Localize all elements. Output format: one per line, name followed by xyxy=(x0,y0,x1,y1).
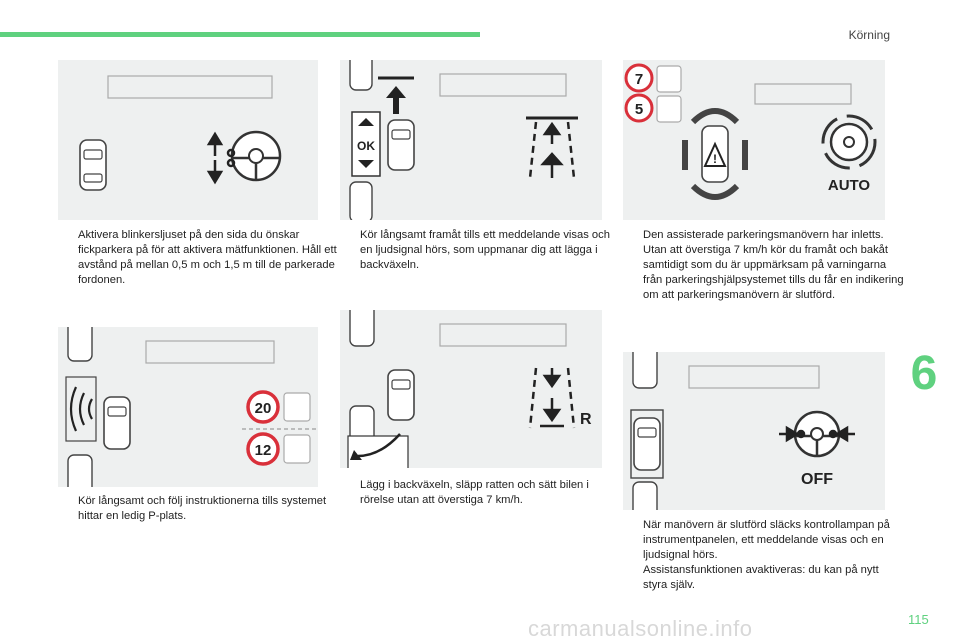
reverse-label: R xyxy=(580,411,592,428)
car-icon xyxy=(104,397,130,449)
parking-space-outline xyxy=(440,324,566,346)
illustration-manoeuvre-finished xyxy=(623,352,885,510)
parking-space-outline xyxy=(440,74,566,96)
caption-indicator xyxy=(58,228,338,288)
speed-a: 7 xyxy=(634,71,644,88)
illustration-follow-instructions xyxy=(58,327,318,487)
speed-a: 20 xyxy=(254,400,272,417)
illustration-drive-forward xyxy=(340,60,602,220)
parked-car-icon xyxy=(633,352,657,388)
forward-path-icon xyxy=(530,122,574,178)
caption-text: Aktivera blinkersljuset på den sida du önskar fickparkera på för att aktivera mätfunktionen. Håll ett avstånd på mellan 0,5 m och 1,5 m till de parkerade fordonen. xyxy=(78,229,337,286)
parking-space-outline xyxy=(689,366,819,388)
parking-space-outline xyxy=(755,84,851,104)
parked-car-icon xyxy=(350,60,372,90)
caption-reverse-gear xyxy=(340,478,622,508)
caption-drive-forward xyxy=(340,228,625,273)
ok-label: OK xyxy=(357,139,375,153)
speed-b: 12 xyxy=(254,442,272,459)
reverse-path-icon xyxy=(530,368,574,428)
caption-manoeuvre-finished xyxy=(623,518,905,593)
speed-b: 5 xyxy=(634,101,644,118)
car-icon xyxy=(634,418,660,470)
arrow-up-icon xyxy=(386,86,406,114)
illustration-reverse-gear xyxy=(340,310,602,468)
steering-wheel-rotating-icon xyxy=(823,116,875,168)
car-icon xyxy=(80,140,106,190)
off-label: OFF xyxy=(801,471,833,488)
speed-limit-12-icon xyxy=(248,434,310,464)
illustration-indicator-activation xyxy=(58,60,318,220)
section-title: Körning xyxy=(848,28,890,42)
caption-text: Kör långsamt och följ instruktionerna tills systemet hittar en ledig P-plats. xyxy=(78,495,327,522)
parked-car-icon xyxy=(68,327,92,361)
radar-waves-icon xyxy=(71,387,92,431)
indicator-arrows-icon xyxy=(209,134,234,182)
watermark: carmanualsonline.info xyxy=(528,616,753,641)
chapter-color-bar xyxy=(0,32,480,37)
caption-text: Lägg i backväxeln, släpp ratten och sätt bilen i rörelse utan att överstiga 7 km/h. xyxy=(360,479,589,506)
parked-car-icon xyxy=(350,310,374,346)
parked-car-icon xyxy=(633,482,657,510)
car-icon xyxy=(388,370,414,420)
caption-text: Assistansfunktionen avaktiveras: du kan på nytt styra själv. xyxy=(643,564,879,591)
auto-label: AUTO xyxy=(827,177,871,194)
caption-follow-instructions xyxy=(58,494,338,524)
chapter-number: 6 xyxy=(910,347,938,400)
steering-wheel-icon xyxy=(232,132,280,180)
speed-limit-7-icon xyxy=(626,65,681,92)
illustration-assisted-manoeuvre xyxy=(623,60,885,220)
caption-text: Utan att överstiga 7 km/h kör du framåt och bakåt samtidigt som du är uppmärksam på varningarna från parkeringshjälpsystemet tills du får en indikering om att parkeringsmanövern är slutförd. xyxy=(643,244,904,301)
caption-assisted-manoeuvre xyxy=(623,228,908,303)
caption-text: Den assisterade parkeringsmanövern har inletts. xyxy=(643,229,884,241)
speed-limit-20-icon xyxy=(248,392,310,422)
caption-text: Kör långsamt framåt tills ett meddelande visas och en ljudsignal hörs, som uppmanar dig att lägga i backväxeln. xyxy=(360,229,610,271)
parking-space-outline xyxy=(108,76,272,98)
caption-text: När manövern är slutförd släcks kontrollampan på instrumentpanelen, ett meddelande visas och en ljudsignal hörs. xyxy=(643,519,890,561)
speed-limit-5-icon xyxy=(626,95,681,122)
parked-car-icon xyxy=(68,455,92,487)
parked-car-icon xyxy=(350,182,372,220)
car-icon xyxy=(388,120,414,170)
page-number: 115 xyxy=(908,612,929,627)
svg-text:!: ! xyxy=(713,152,717,166)
parking-space-outline xyxy=(146,341,274,363)
